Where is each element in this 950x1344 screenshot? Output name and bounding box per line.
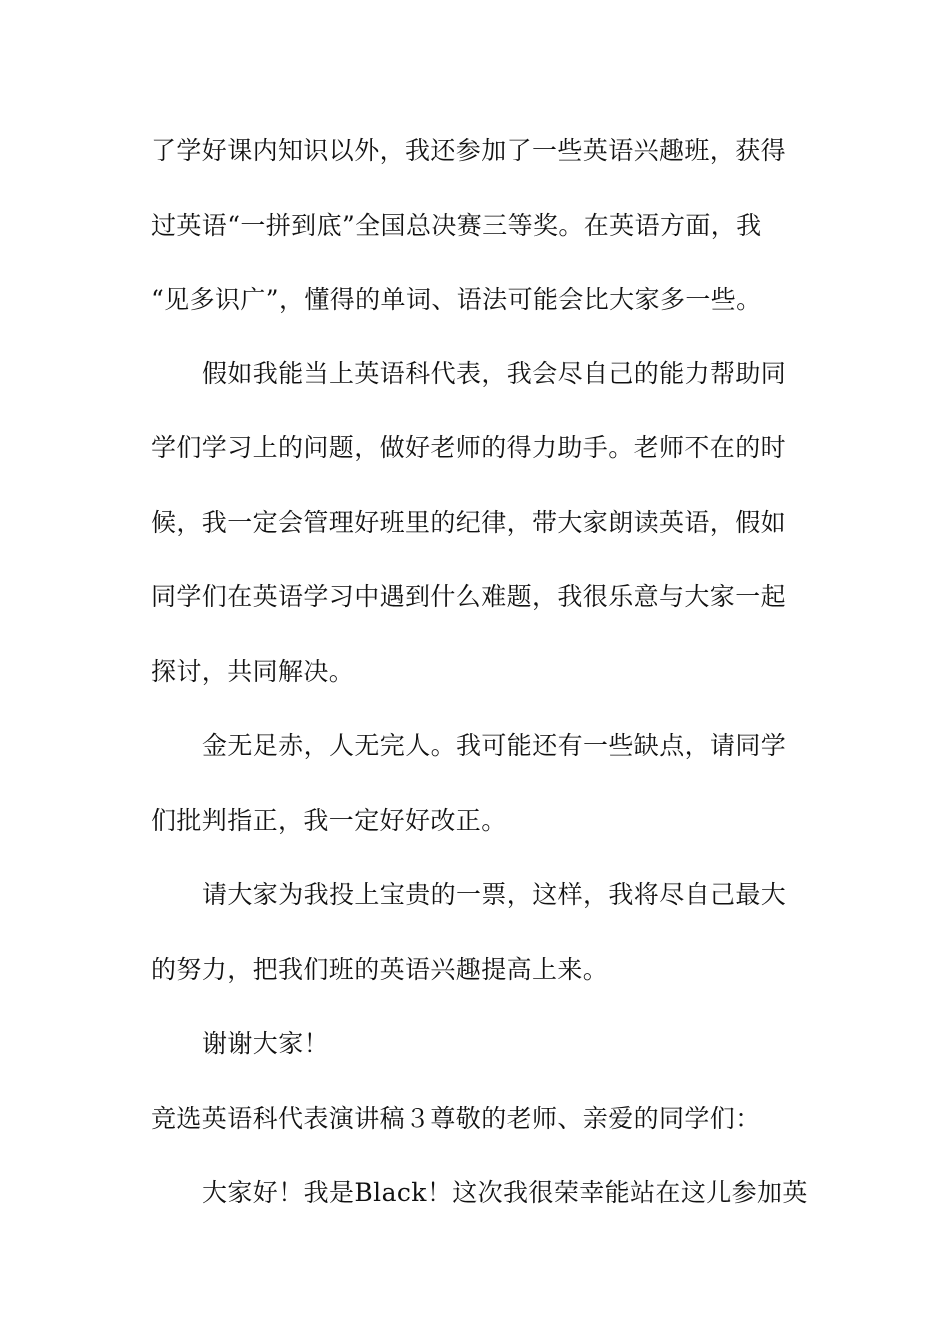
text-line: 同学们在英语学习中遇到什么难题，我很乐意与大家一起 [151,582,787,611]
paragraph-first-line: 请大家为我投上宝贵的一票，这样，我将尽自己最大 [202,880,787,909]
section-heading-line: 竞选英语科代表演讲稿３尊敬的老师、亲爱的同学们： [151,1104,761,1133]
text-line: 们批判指正，我一定好好改正。 [151,806,507,835]
text-line: 候，我一定会管理好班里的纪律，带大家朗读英语，假如 [151,508,787,537]
text-line: 的努力，把我们班的英语兴趣提高上来。 [151,955,609,984]
paragraph-first-line: 大家好！我是Black！这次我很荣幸能站在这儿参加英 [202,1178,808,1207]
text-line: 过英语“一拼到底”全国总决赛三等奖。在英语方面，我 [151,211,762,240]
text-line: 学们学习上的问题，做好老师的得力助手。老师不在的时 [151,433,787,462]
paragraph-first-line: 金无足赤，人无完人。我可能还有一些缺点，请同学 [202,731,787,760]
text-line: “见多识广”，懂得的单词、语法可能会比大家多一些。 [151,285,762,314]
text-line: 了学好课内知识以外，我还参加了一些英语兴趣班，获得 [151,136,787,165]
paragraph-first-line: 假如我能当上英语科代表，我会尽自己的能力帮助同 [202,359,787,388]
text-line: 探讨，共同解决。 [151,657,355,686]
paragraph-first-line: 谢谢大家！ [202,1029,330,1058]
